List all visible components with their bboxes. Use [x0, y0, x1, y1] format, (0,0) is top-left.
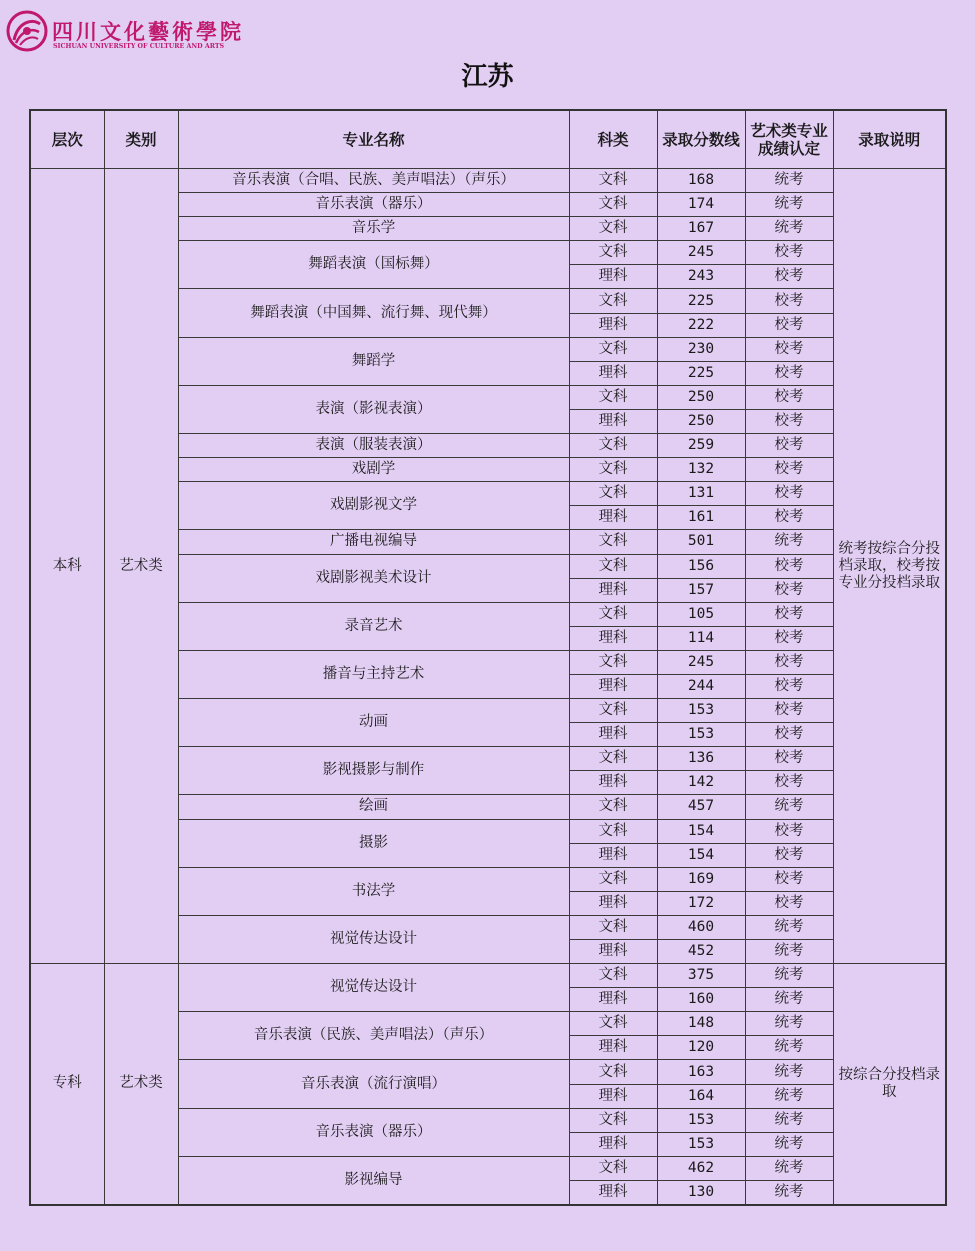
subject-type-cell: 文科 [569, 1108, 657, 1132]
certification-cell: 校考 [745, 747, 833, 771]
subject-type-cell: 理科 [569, 409, 657, 433]
certification-cell: 校考 [745, 337, 833, 361]
certification-cell: 统考 [745, 1156, 833, 1180]
score-cell: 130 [657, 1180, 745, 1204]
score-cell: 462 [657, 1156, 745, 1180]
subject-type-cell: 文科 [569, 337, 657, 361]
certification-cell: 校考 [745, 699, 833, 723]
score-cell: 153 [657, 1132, 745, 1156]
certification-cell: 校考 [745, 265, 833, 289]
subject-type-cell: 文科 [569, 241, 657, 265]
score-cell: 163 [657, 1060, 745, 1084]
subject-type-cell: 文科 [569, 434, 657, 458]
admission-note-cell: 按综合分投档录取 [833, 964, 946, 1205]
subject-type-cell: 理科 [569, 723, 657, 747]
certification-cell: 校考 [745, 482, 833, 506]
score-cell: 161 [657, 506, 745, 530]
level-cell: 本科 [30, 169, 104, 964]
category-cell: 艺术类 [104, 964, 178, 1205]
score-cell: 245 [657, 650, 745, 674]
major-name-cell: 舞蹈表演（中国舞、流行舞、现代舞） [178, 289, 569, 337]
major-name-cell: 音乐表演（合唱、民族、美声唱法）（声乐） [178, 169, 569, 193]
score-cell: 250 [657, 385, 745, 409]
score-cell: 245 [657, 241, 745, 265]
subject-type-cell: 理科 [569, 940, 657, 964]
table-row [30, 169, 946, 193]
subject-type-cell: 文科 [569, 602, 657, 626]
certification-cell: 统考 [745, 940, 833, 964]
certification-cell: 校考 [745, 241, 833, 265]
subject-type-cell: 理科 [569, 313, 657, 337]
subject-type-cell: 理科 [569, 988, 657, 1012]
score-cell: 114 [657, 626, 745, 650]
score-cell: 157 [657, 578, 745, 602]
subject-type-cell: 理科 [569, 361, 657, 385]
certification-cell: 校考 [745, 843, 833, 867]
subject-type-cell: 文科 [569, 482, 657, 506]
subject-type-cell: 理科 [569, 1132, 657, 1156]
level-cell: 专科 [30, 964, 104, 1205]
score-cell: 164 [657, 1084, 745, 1108]
score-cell: 154 [657, 843, 745, 867]
certification-cell: 校考 [745, 723, 833, 747]
subject-type-cell: 文科 [569, 530, 657, 554]
subject-type-cell: 文科 [569, 458, 657, 482]
certification-cell: 校考 [745, 434, 833, 458]
subject-type-cell: 文科 [569, 650, 657, 674]
score-cell: 225 [657, 361, 745, 385]
major-name-cell: 舞蹈表演（国标舞） [178, 241, 569, 289]
certification-cell: 统考 [745, 988, 833, 1012]
subject-type-cell: 文科 [569, 867, 657, 891]
major-name-cell: 表演（影视表演） [178, 385, 569, 433]
category-cell: 艺术类 [104, 169, 178, 964]
certification-cell: 统考 [745, 1108, 833, 1132]
certification-cell: 校考 [745, 409, 833, 433]
major-name-cell: 音乐表演（器乐） [178, 193, 569, 217]
certification-cell: 校考 [745, 819, 833, 843]
certification-cell: 校考 [745, 361, 833, 385]
score-cell: 160 [657, 988, 745, 1012]
score-cell: 148 [657, 1012, 745, 1036]
major-name-cell: 戏剧学 [178, 458, 569, 482]
major-name-cell: 音乐学 [178, 217, 569, 241]
school-header [6, 8, 246, 54]
subject-type-cell: 理科 [569, 578, 657, 602]
page-title: 江苏 [461, 62, 514, 92]
school-name-cn: 四川文化藝術學院 [52, 19, 244, 44]
certification-cell: 统考 [745, 169, 833, 193]
certification-cell: 校考 [745, 289, 833, 313]
score-cell: 452 [657, 940, 745, 964]
major-name-cell: 表演（服装表演） [178, 434, 569, 458]
subject-type-cell: 文科 [569, 964, 657, 988]
subject-type-cell: 理科 [569, 1180, 657, 1204]
certification-cell: 校考 [745, 458, 833, 482]
certification-cell: 校考 [745, 313, 833, 337]
major-name-cell: 音乐表演（流行演唱） [178, 1060, 569, 1108]
subject-type-cell: 理科 [569, 265, 657, 289]
major-name-cell: 广播电视编导 [178, 530, 569, 554]
certification-cell: 统考 [745, 1036, 833, 1060]
certification-cell: 校考 [745, 771, 833, 795]
major-name-cell: 戏剧影视美术设计 [178, 554, 569, 602]
header-level: 层次 [30, 110, 104, 169]
certification-cell: 统考 [745, 193, 833, 217]
school-name-en: SICHUAN UNIVERSITY OF CULTURE AND ARTS [53, 43, 225, 50]
table-header-row [30, 110, 946, 169]
certification-cell: 统考 [745, 1060, 833, 1084]
certification-cell: 校考 [745, 674, 833, 698]
certification-cell: 校考 [745, 650, 833, 674]
subject-type-cell: 理科 [569, 843, 657, 867]
major-name-cell: 音乐表演（民族、美声唱法）（声乐） [178, 1012, 569, 1060]
major-name-cell: 舞蹈学 [178, 337, 569, 385]
major-name-cell: 视觉传达设计 [178, 915, 569, 963]
major-name-cell: 动画 [178, 699, 569, 747]
score-cell: 375 [657, 964, 745, 988]
score-cell: 131 [657, 482, 745, 506]
score-cell: 172 [657, 891, 745, 915]
certification-cell: 校考 [745, 554, 833, 578]
certification-cell: 统考 [745, 530, 833, 554]
score-cell: 457 [657, 795, 745, 819]
header-category: 类别 [104, 110, 178, 169]
subject-type-cell: 理科 [569, 626, 657, 650]
subject-type-cell: 文科 [569, 1012, 657, 1036]
header-subject-type: 科类 [569, 110, 657, 169]
certification-cell: 校考 [745, 578, 833, 602]
subject-type-cell: 文科 [569, 747, 657, 771]
score-cell: 243 [657, 265, 745, 289]
certification-cell: 校考 [745, 891, 833, 915]
score-cell: 153 [657, 1108, 745, 1132]
subject-type-cell: 文科 [569, 554, 657, 578]
major-name-cell: 摄影 [178, 819, 569, 867]
certification-cell: 校考 [745, 506, 833, 530]
major-name-cell: 播音与主持艺术 [178, 650, 569, 698]
score-cell: 153 [657, 723, 745, 747]
header-art-score-certification: 艺术类专业成绩认定 [745, 110, 833, 169]
subject-type-cell: 文科 [569, 169, 657, 193]
school-logo-icon [6, 10, 48, 52]
major-name-cell: 书法学 [178, 867, 569, 915]
admission-score-table [29, 109, 947, 1206]
score-cell: 174 [657, 193, 745, 217]
score-cell: 244 [657, 674, 745, 698]
subject-type-cell: 理科 [569, 771, 657, 795]
score-cell: 156 [657, 554, 745, 578]
major-name-cell: 影视编导 [178, 1156, 569, 1204]
major-name-cell: 录音艺术 [178, 602, 569, 650]
score-cell: 225 [657, 289, 745, 313]
major-name-cell: 影视摄影与制作 [178, 747, 569, 795]
subject-type-cell: 文科 [569, 289, 657, 313]
subject-type-cell: 理科 [569, 506, 657, 530]
certification-cell: 校考 [745, 867, 833, 891]
subject-type-cell: 理科 [569, 1084, 657, 1108]
header-score-line: 录取分数线 [657, 110, 745, 169]
header-admission-note: 录取说明 [833, 110, 946, 169]
certification-cell: 校考 [745, 626, 833, 650]
subject-type-cell: 文科 [569, 385, 657, 409]
score-cell: 136 [657, 747, 745, 771]
major-name-cell: 音乐表演（器乐） [178, 1108, 569, 1156]
admission-note-cell: 统考按综合分投档录取，校考按专业分投档录取 [833, 169, 946, 964]
certification-cell: 统考 [745, 217, 833, 241]
certification-cell: 统考 [745, 795, 833, 819]
subject-type-cell: 文科 [569, 795, 657, 819]
major-name-cell: 绘画 [178, 795, 569, 819]
subject-type-cell: 文科 [569, 915, 657, 939]
certification-cell: 统考 [745, 1180, 833, 1204]
score-cell: 105 [657, 602, 745, 626]
subject-type-cell: 文科 [569, 1060, 657, 1084]
subject-type-cell: 理科 [569, 1036, 657, 1060]
score-cell: 153 [657, 699, 745, 723]
score-cell: 142 [657, 771, 745, 795]
certification-cell: 统考 [745, 964, 833, 988]
header-major: 专业名称 [178, 110, 569, 169]
certification-cell: 校考 [745, 602, 833, 626]
score-cell: 132 [657, 458, 745, 482]
score-cell: 167 [657, 217, 745, 241]
major-name-cell: 视觉传达设计 [178, 964, 569, 1012]
subject-type-cell: 文科 [569, 193, 657, 217]
score-cell: 154 [657, 819, 745, 843]
score-cell: 222 [657, 313, 745, 337]
certification-cell: 统考 [745, 1012, 833, 1036]
certification-cell: 统考 [745, 1132, 833, 1156]
subject-type-cell: 文科 [569, 217, 657, 241]
certification-cell: 校考 [745, 385, 833, 409]
score-cell: 230 [657, 337, 745, 361]
score-cell: 460 [657, 915, 745, 939]
subject-type-cell: 文科 [569, 1156, 657, 1180]
score-cell: 169 [657, 867, 745, 891]
subject-type-cell: 文科 [569, 819, 657, 843]
major-name-cell: 戏剧影视文学 [178, 482, 569, 530]
subject-type-cell: 文科 [569, 699, 657, 723]
certification-cell: 统考 [745, 1084, 833, 1108]
subject-type-cell: 理科 [569, 674, 657, 698]
subject-type-cell: 理科 [569, 891, 657, 915]
score-cell: 168 [657, 169, 745, 193]
score-cell: 259 [657, 434, 745, 458]
score-cell: 120 [657, 1036, 745, 1060]
table-row [30, 964, 946, 988]
certification-cell: 统考 [745, 915, 833, 939]
score-cell: 250 [657, 409, 745, 433]
score-cell: 501 [657, 530, 745, 554]
